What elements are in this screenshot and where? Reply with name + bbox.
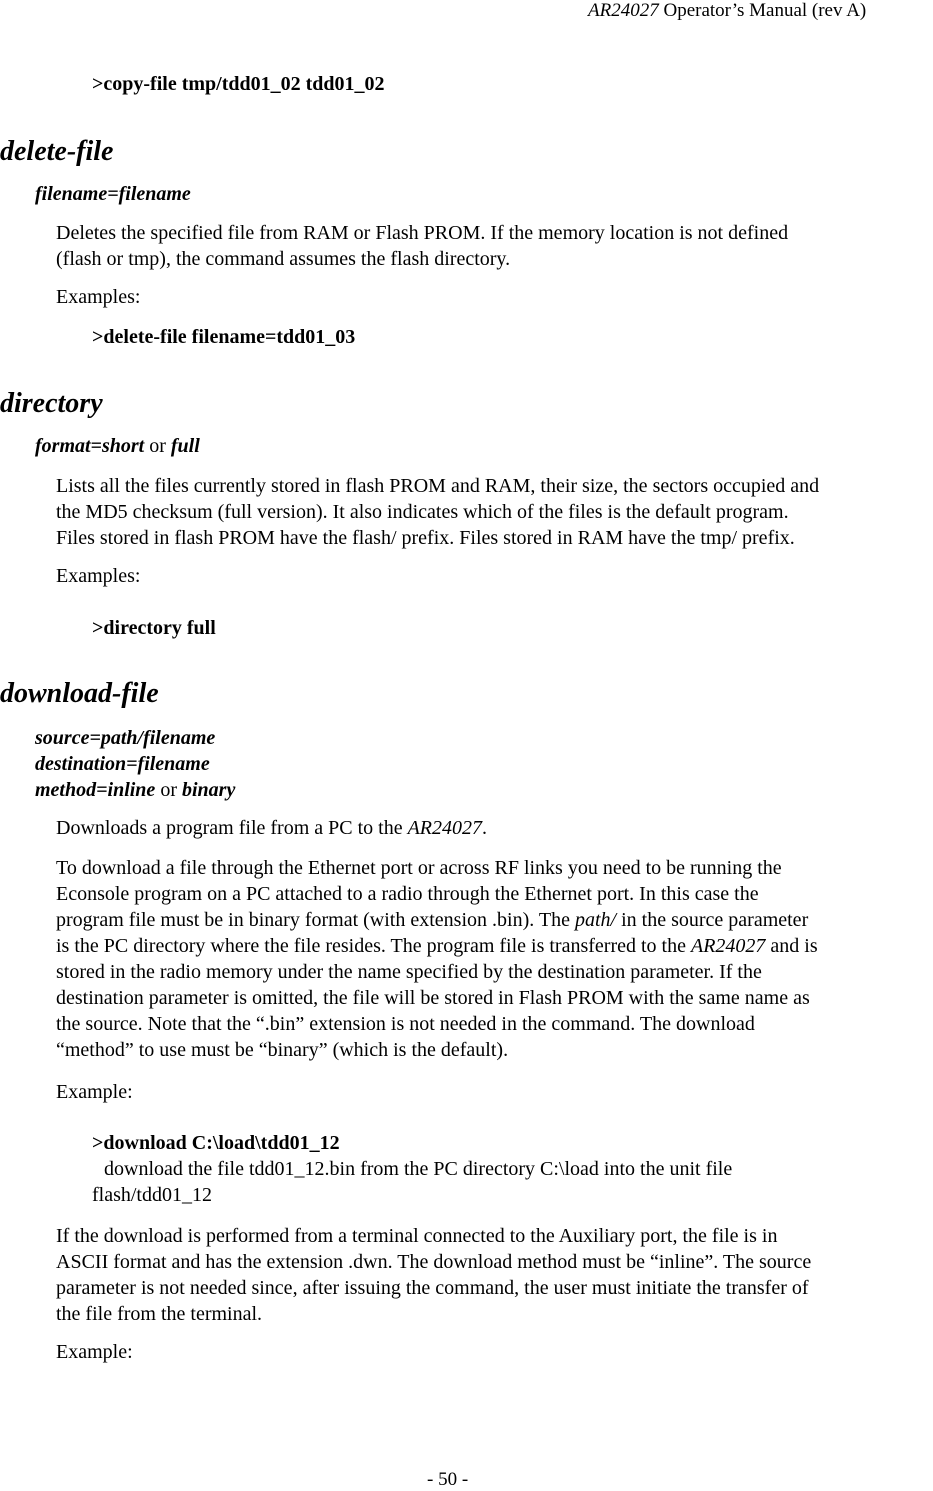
download-file-example-label: Example: xyxy=(56,1081,133,1103)
directory-param-or: or xyxy=(144,435,171,457)
paragraph-line: stored in the radio memory under the name specified by the destination parameter. If the xyxy=(56,961,762,983)
delete-file-example: >delete-file filename=tdd01_03 xyxy=(92,326,356,348)
download-file-intro-product: AR24027 xyxy=(407,817,483,839)
directory-examples-label: Examples: xyxy=(56,565,141,587)
download-file-heading: download-file xyxy=(0,678,159,709)
paragraph-text: and is xyxy=(765,935,818,957)
paragraph-text: program file must be in binary format (with extension .bin). The xyxy=(56,909,575,931)
download-file-intro-text: Downloads a program file from a PC to the xyxy=(56,817,408,839)
download-file-paragraph-ethernet xyxy=(56,855,933,1063)
download-file-param-method xyxy=(35,779,235,802)
directory-desc-line: Lists all the files currently stored in flash PROM and RAM, their size, the sectors occupied and xyxy=(56,475,820,497)
header-title: Operator’s Manual (rev A) xyxy=(658,0,867,21)
directory-description xyxy=(56,473,933,551)
paragraph-line: the source. Note that the “.bin” extension is not needed in the command. The download xyxy=(56,1013,755,1035)
paragraph-text: in the source parameter xyxy=(616,909,809,931)
download-file-param-source: source=path/filename xyxy=(35,727,216,749)
download-file-param-destination: destination=filename xyxy=(35,753,210,775)
download-file-example-label-2: Example: xyxy=(56,1341,133,1363)
download-file-example-desc: download the file tdd01_12.bin from the PC directory C:\load into the unit file xyxy=(104,1158,733,1180)
delete-file-desc-line: (flash or tmp), the command assumes the flash directory. xyxy=(56,248,511,270)
running-header xyxy=(588,0,866,22)
directory-param-short: format=short xyxy=(35,435,145,457)
download-file-intro xyxy=(56,817,487,840)
header-doc-code: AR24027 xyxy=(588,0,659,21)
paragraph-line: To download a file through the Ethernet port or across RF links you need to be running the xyxy=(56,857,782,879)
paragraph-line: “method” to use must be “binary” (which is the default). xyxy=(56,1039,509,1061)
paragraph-line: If the download is performed from a terminal connected to the Auxiliary port, the file is in xyxy=(56,1225,778,1247)
paragraph-line: ASCII format and has the extension .dwn. The download method must be “inline”. The source xyxy=(56,1251,812,1273)
paragraph-line: destination parameter is omitted, the file will be stored in Flash PROM with the same name as xyxy=(56,987,810,1009)
path-term: path/ xyxy=(574,909,617,931)
paragraph-line: parameter is not needed since, after issuing the command, the user must initiate the transfer of xyxy=(56,1277,809,1299)
download-file-example: >download C:\load\tdd01_12 xyxy=(92,1132,340,1154)
paragraph-line xyxy=(56,907,933,933)
download-file-paragraph-auxiliary xyxy=(56,1223,933,1327)
directory-desc-line: Files stored in flash PROM have the flash/ prefix. Files stored in RAM have the tmp/ prefix. xyxy=(56,527,795,549)
delete-file-heading: delete-file xyxy=(0,136,114,167)
directory-param xyxy=(35,435,200,458)
download-file-method-inline: method=inline xyxy=(35,779,156,801)
paragraph-line: the file from the terminal. xyxy=(56,1303,263,1325)
copy-file-example: >copy-file tmp/tdd01_02 tdd01_02 xyxy=(92,73,385,95)
delete-file-description xyxy=(56,220,933,272)
download-file-example-desc-cont: flash/tdd01_12 xyxy=(92,1184,212,1206)
delete-file-examples-label: Examples: xyxy=(56,286,141,308)
paragraph-line: Econsole program on a PC attached to a radio through the Ethernet port. In this case the xyxy=(56,883,759,905)
delete-file-param: filename=filename xyxy=(35,183,191,205)
directory-desc-line: the MD5 checksum (full version). It also indicates which of the files is the default program. xyxy=(56,501,789,523)
directory-example: >directory full xyxy=(92,617,216,639)
delete-file-desc-line: Deletes the specified file from RAM or Flash PROM. If the memory location is not defined xyxy=(56,222,789,244)
directory-param-full: full xyxy=(170,435,200,457)
directory-heading: directory xyxy=(0,388,103,419)
product-name: AR24027 xyxy=(690,935,766,957)
paragraph-line xyxy=(56,933,933,959)
download-file-intro-end: . xyxy=(482,817,488,839)
download-file-method-binary: binary xyxy=(181,779,236,801)
download-file-method-or: or xyxy=(155,779,182,801)
paragraph-text: is the PC directory where the file resides. The program file is transferred to the xyxy=(56,935,691,957)
page-number: - 50 - xyxy=(427,1469,469,1490)
